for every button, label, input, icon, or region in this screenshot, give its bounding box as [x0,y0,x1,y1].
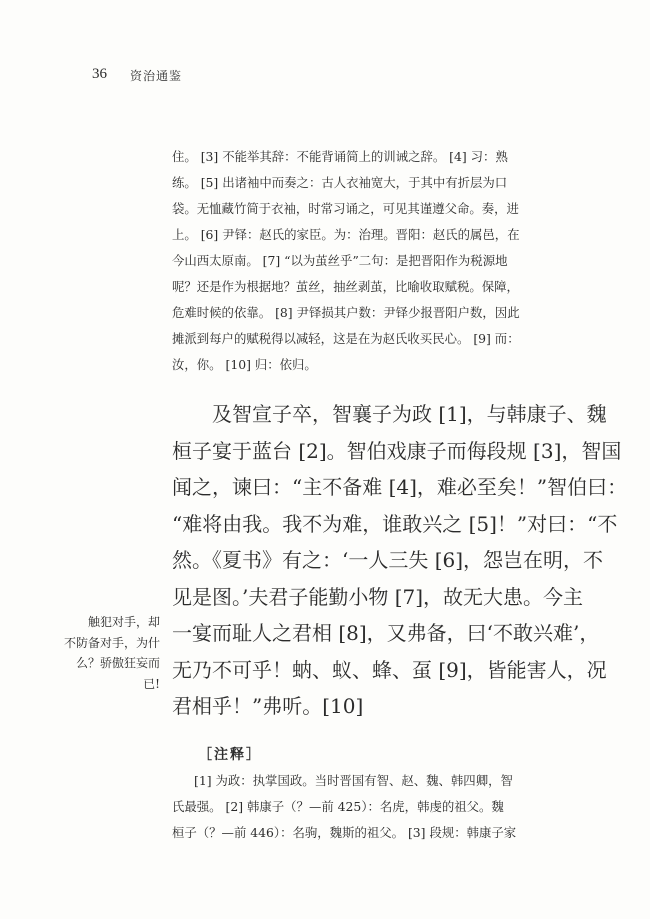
annotation-line: 练。 [5] 出诸袖中而奏之：古人衣袖宽大，于其中有折层为口 [172,175,508,190]
book-title: 资治通鉴 [130,69,183,83]
margin-commentary-line: 么？骄傲狂妄而 [75,656,160,670]
main-text-line: 无乃不可乎！蚋、蚁、蜂、虿 [9]，皆能害人，况 [172,657,607,682]
main-text-block [172,396,628,725]
annotation-line: 住。 [3] 不能举其辞：不能背诵简上的训诫之辞。 [4] 习：熟 [172,149,508,164]
annotation-line: 今山西太原南。 [7] “以为茧丝乎”二句：是把晋阳作为税源地 [172,253,508,268]
annotation-line: 汝，你。 [10] 归：依归。 [172,357,317,372]
main-text-line: 君相乎！”弗听。[10] [172,694,364,718]
annotation-continued-block [172,144,550,378]
annotation-line: 呢？还是作为根据地？茧丝，抽丝剥茧，比喻收取赋税。保障， [172,279,519,294]
margin-commentary-line: 已! [143,676,160,691]
margin-commentary [52,612,160,694]
annotation-line: 氏最强。 [2] 韩康子（？—前 425）：名虎，韩虔的祖父。魏 [172,799,504,814]
annotation-line: [1] 为政：执掌国政。当时晋国有智、赵、魏、韩四卿，智 [194,773,513,788]
main-text-line: 及智宣子卒，智襄子为政 [1]，与韩康子、魏 [212,402,607,426]
main-text-line: 桓子宴于蓝台 [2]。智伯戏康子而侮段规 [3]，智国 [172,438,622,463]
annotation-line: 袋。无恤藏竹简于衣袖，时常习诵之，可见其谨遵父命。奏，进 [172,201,519,216]
annotation-line: 危难时候的依靠。 [8] 尹铎损其户数：尹铎少报晋阳户数，因此 [172,305,520,320]
main-text-line: “难将由我。我不为难，谁敢兴之 [5]！”对曰：“不 [172,511,618,536]
annotation-line: 桓子（？—前 446）：名驹，魏斯的祖父。 [3] 段规：韩康子家 [172,825,517,840]
annotation-block [172,768,554,846]
main-text-line: 然。《夏书》有之：‘一人三失 [6]，怨岂在明，不 [172,548,604,572]
margin-commentary-line: 触犯对手，却 [87,615,160,629]
page-number: 36 [92,66,107,82]
main-text-line: 闻之，谏曰：“主不备难 [4]，难必至矣！”智伯曰： [172,475,628,499]
main-text-line: 见是图。’夫君子能勤小物 [7]，故无大患。今主 [172,584,584,609]
annotation-line: 上。 [6] 尹铎：赵氏的家臣。为：治理。晋阳：赵氏的属邑，在 [172,227,520,242]
margin-commentary-line: 不防备对手，为什 [63,635,160,650]
notes-heading: ［注释］ [198,747,262,763]
annotation-line: 摊派到每户的赋税得以减轻，这是在为赵氏收买民心。 [9] 而： [172,331,520,346]
main-text-line: 一宴而耻人之君相 [8]，又弗备，曰‘不敢兴难’， [172,621,600,645]
